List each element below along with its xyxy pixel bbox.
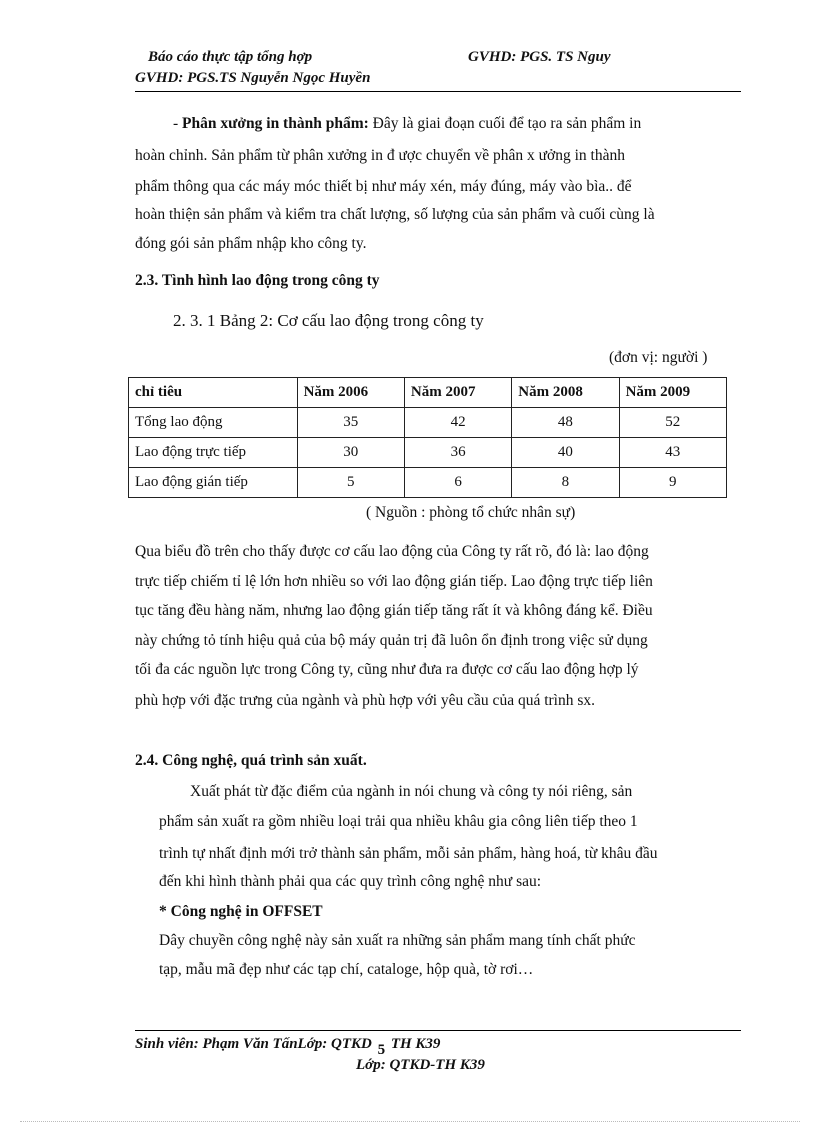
- footer-class-tail: TH K39: [390, 1036, 441, 1052]
- table-cell: 52: [619, 408, 726, 438]
- heading-2-3: 2.3. Tình hình lao động trong công ty: [135, 272, 380, 289]
- header-report-title: Báo cáo thực tập tổng hợp: [148, 49, 313, 65]
- print-lead-bold: Phân xưởng in thành phẩm:: [182, 115, 369, 132]
- footer-student: [135, 1036, 441, 1058]
- page-number: 5: [377, 1042, 386, 1058]
- table-header-cell: Năm 2007: [404, 378, 511, 408]
- header-rule: [135, 91, 741, 92]
- row-label: Lao động gián tiếp: [129, 468, 298, 498]
- header-advisor-full: GVHD: PGS.TS Nguyễn Ngọc Huyền: [135, 70, 371, 86]
- print-line: phẩm thông qua các máy móc thiết bị như máy xén, máy đúng, máy vào bìa.. để: [135, 178, 632, 195]
- header-advisor-short: GVHD: PGS. TS Nguy: [468, 49, 611, 65]
- table-row: [129, 438, 727, 468]
- footer-rule: [135, 1030, 741, 1031]
- table-cell: 48: [512, 408, 619, 438]
- table-cell: 35: [297, 408, 404, 438]
- table-cell: 5: [297, 468, 404, 498]
- print-paragraph-first-line: - Phân xưởng in thành phẩm: Đây là giai đoạn cuối để tạo ra sản phẩm in: [173, 115, 642, 132]
- table-header-cell: Năm 2009: [619, 378, 726, 408]
- analysis-line: Qua biểu đồ trên cho thấy được cơ cấu lao động của Công ty rất rõ, đó là: lao động: [135, 543, 649, 560]
- table-cell: 36: [404, 438, 511, 468]
- table-title: 2. 3. 1 Bảng 2: Cơ cấu lao động trong công ty: [173, 311, 484, 330]
- print-line: đóng gói sản phẩm nhập kho công ty.: [135, 235, 367, 252]
- table-row: [129, 408, 727, 438]
- analysis-line: tục tăng đều hàng năm, nhưng lao động gián tiếp tăng rất ít và không đáng kể. Điều: [135, 602, 653, 619]
- production-line: trình tự nhất định mới trở thành sản phẩm, mỗi sản phẩm, hàng hoá, từ khâu đầu: [159, 845, 658, 862]
- table-header-cell: Năm 2006: [297, 378, 404, 408]
- production-line: Xuất phát từ đặc điểm của ngành in nói chung và công ty nói riêng, sản: [190, 783, 633, 800]
- table-cell: 43: [619, 438, 726, 468]
- row-label: Lao động trực tiếp: [129, 438, 298, 468]
- print-line: Đây là giai đoạn cuối để tạo ra sản phẩm in: [372, 115, 642, 132]
- print-line: hoàn thiện sản phẩm và kiểm tra chất lượng, số lượng của sản phẩm và cuối cùng là: [135, 206, 655, 223]
- table-cell: 40: [512, 438, 619, 468]
- table-unit: (đơn vị: người ): [609, 349, 708, 366]
- table-cell: 9: [619, 468, 726, 498]
- analysis-line: tối đa các nguồn lực trong Công ty, cũng như đưa ra được cơ cấu lao động hợp lý: [135, 661, 639, 678]
- analysis-line: trực tiếp chiếm tỉ lệ lớn hơn nhiều so với lao động gián tiếp. Lao động trực tiếp liên: [135, 573, 653, 590]
- table-cell: 8: [512, 468, 619, 498]
- table-header-cell: Năm 2008: [512, 378, 619, 408]
- offset-heading: * Công nghệ in OFFSET: [159, 903, 323, 920]
- footer-class: Lớp: QTKD-TH K39: [356, 1057, 485, 1073]
- row-label: Tổng lao động: [129, 408, 298, 438]
- production-line: phẩm sản xuất ra gồm nhiều loại trải qua nhiều khâu gia công liên tiếp theo 1: [159, 813, 638, 830]
- table-cell: 42: [404, 408, 511, 438]
- page-edge-dotted-line: [20, 1121, 800, 1122]
- table-cell: 30: [297, 438, 404, 468]
- production-line: đến khi hình thành phải qua các quy trình công nghệ như sau:: [159, 873, 542, 890]
- table-header-row: [129, 378, 727, 408]
- table-header-cell: chỉ tiêu: [129, 378, 298, 408]
- print-line: hoàn chỉnh. Sản phẩm từ phân xưởng in đ ược chuyển về phân x ưởng in thành: [135, 147, 625, 164]
- offset-line: tạp, mẫu mã đẹp như các tạp chí, cataloge, hộp quà, tờ rơi…: [159, 961, 534, 978]
- table-row: [129, 468, 727, 498]
- footer-student-text: Sinh viên: Phạm Văn TấnLớp: QTKD: [135, 1036, 372, 1052]
- analysis-line: này chứng tỏ tính hiệu quả của bộ máy quản trị đã luôn ổn định trong việc sử dụng: [135, 632, 648, 649]
- analysis-line: phù hợp với đặc trưng của ngành và phù hợp với yêu cầu của quá trình sx.: [135, 692, 596, 709]
- table-source: ( Nguồn : phòng tổ chức nhân sự): [366, 504, 576, 521]
- labor-structure-table: [128, 377, 727, 498]
- heading-2-4: 2.4. Công nghệ, quá trình sản xuất.: [135, 752, 367, 769]
- offset-line: Dây chuyền công nghệ này sản xuất ra những sản phẩm mang tính chất phức: [159, 932, 636, 949]
- table-cell: 6: [404, 468, 511, 498]
